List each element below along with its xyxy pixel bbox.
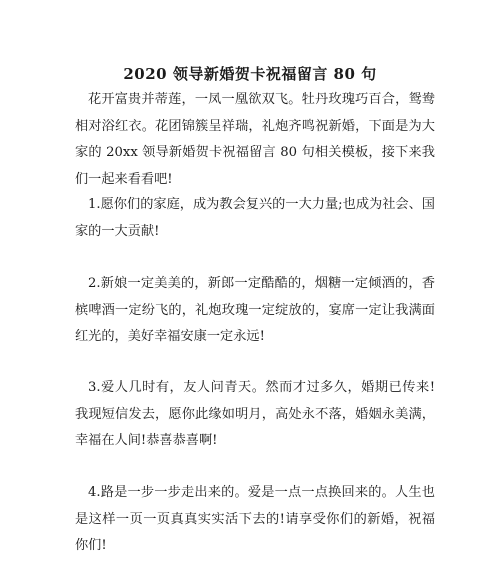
document-title: 2020 领导新婚贺卡祝福留言 80 句: [123, 65, 377, 83]
wish-item-3: 3.爱人几时有，友人问青天。然而才过多久，婚期已传来!我现短信发去，愿你此缘如明月，高处永不落，婚姻永美满，幸福在人间!恭喜恭喜啊!: [75, 380, 435, 448]
wish-item-4: 4.路是一步一步走出来的。爱是一点一点换回来的。人生也是这样一页一页真真实实活下去的!请享受你们的新婚，祝福你们!: [75, 485, 435, 553]
wish-item-2: 2.新娘一定美美的，新郎一定酷酷的，烟糖一定倾酒的，香槟啤酒一定纷飞的，礼炮玫瑰一定绽放的，宴席一定让我满面红光的，美好幸福安康一定永远!: [75, 276, 435, 344]
wish-item-1: 1.愿你们的家庭，成为教会复兴的一大力量;也成为社会、国家的一大贡献!: [75, 197, 435, 239]
intro-paragraph: 花开富贵并蒂莲，一凤一凰欲双飞。牡丹玫瑰巧百合，鸳鸯相对浴红衣。花团锦簇呈祥瑞，礼炮齐鸣祝新婚，下面是为大家的 20xx 领导新婚贺卡祝福留言 80 句相关模板，接下来我们一起来看看吧!: [75, 92, 435, 187]
